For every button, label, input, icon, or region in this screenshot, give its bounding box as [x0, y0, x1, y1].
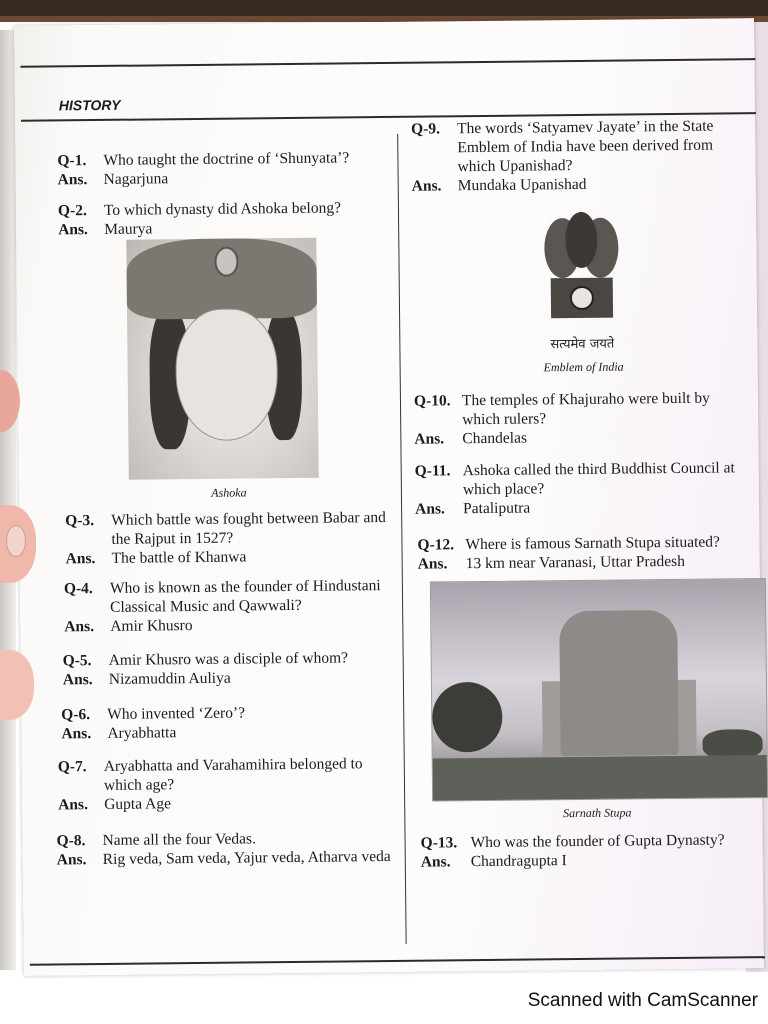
qa-item-5 [63, 648, 393, 689]
question-number: Q-12. [417, 536, 455, 554]
book-page [14, 18, 764, 976]
qa-item-4 [64, 576, 393, 636]
camscanner-watermark: Scanned with CamScanner [527, 990, 758, 1011]
qa-item-3 [65, 508, 392, 568]
qa-item-10 [414, 388, 751, 449]
answer-text: Chandragupta I [470, 852, 567, 871]
question-number: Q-4. [63, 580, 93, 598]
book-spine-edge [0, 30, 16, 970]
question-text: Who was the founder of Gupta Dynasty? [470, 831, 725, 852]
answer-text: Gupta Age [104, 795, 171, 813]
answer-label: Ans. [56, 851, 87, 869]
header-rule-top [20, 58, 755, 68]
ashoka-caption: Ashoka [211, 485, 247, 500]
qa-item-9 [411, 116, 746, 195]
question-number: Q-6. [61, 706, 91, 724]
answer-text: Maurya [104, 220, 153, 238]
face-shape [175, 308, 278, 441]
question-number: Q-13. [420, 834, 458, 852]
question-number: Q-8. [56, 832, 86, 850]
answer-text: Rig veda, Sam veda, Yajur veda, Atharva veda [102, 847, 391, 868]
question-text: The temples of Khajuraho were built by which rulers? [461, 389, 710, 429]
stupa-dome-shape [559, 610, 679, 756]
qa-item-1 [57, 148, 387, 189]
answer-text: Nizamuddin Auliya [108, 669, 231, 688]
question-number: Q-3. [65, 512, 95, 530]
answer-text: Mundaka Upanishad [457, 175, 587, 195]
question-text: Who taught the doctrine of ‘Shunyata’? [103, 149, 350, 169]
ashoka-illustration [126, 238, 319, 480]
footer-rule [30, 956, 765, 966]
question-number: Q-11. [414, 462, 451, 480]
question-number: Q-7. [57, 758, 87, 776]
question-text: Who invented ‘Zero’? [107, 704, 246, 723]
answer-text: The battle of Khanwa [111, 548, 247, 567]
question-number: Q-2. [57, 202, 87, 220]
qa-item-8 [56, 828, 394, 870]
emblem-caption: Emblem of India [543, 359, 624, 375]
answer-label: Ans. [61, 725, 92, 743]
qa-item-12 [417, 532, 751, 573]
answer-label: Ans. [65, 550, 96, 568]
answer-label: Ans. [58, 221, 88, 239]
answer-label: Ans. [58, 796, 89, 814]
question-number: Q-10. [413, 392, 451, 410]
jewel-shape [214, 247, 238, 277]
question-text: To which dynasty did Ashoka belong? [103, 199, 342, 219]
qa-item-13 [421, 830, 761, 872]
lawn-shape [433, 755, 767, 800]
answer-label: Ans. [417, 555, 448, 573]
question-text: Where is famous Sarnath Stupa situated? [465, 533, 720, 554]
answer-text: Pataliputra [463, 499, 531, 518]
question-text: Aryabhatta and Varahamihira belonged to which age? [103, 755, 363, 794]
question-text: Ashoka called the third Buddhist Council at which place? [462, 459, 735, 499]
sarnath-stupa-photo [430, 578, 768, 802]
question-number: Q-1. [57, 152, 87, 170]
question-text: Name all the four Vedas. [102, 830, 257, 849]
answer-text: 13 km near Varanasi, Uttar Pradesh [465, 552, 685, 573]
answer-label: Ans. [415, 500, 445, 518]
qa-item-11 [415, 458, 752, 519]
answer-label: Ans. [414, 430, 445, 448]
tree-shape [432, 682, 503, 753]
state-emblem-illustration [532, 207, 632, 353]
stupa-caption: Sarnath Stupa [563, 805, 632, 821]
section-title: HISTORY [58, 96, 121, 114]
qa-item-6 [61, 702, 393, 743]
answer-label: Ans. [57, 171, 88, 189]
column-divider [397, 134, 406, 944]
question-text: The words ‘Satyamev Jayate’ in the State Emblem of India have been derived from which Upanishad? [457, 117, 714, 176]
answer-text: Chandelas [462, 429, 528, 448]
answer-text: Amir Khusro [110, 617, 193, 635]
answer-label: Ans. [64, 618, 95, 636]
qa-item-2 [58, 198, 388, 239]
answer-label: Ans. [411, 177, 442, 195]
fingernail-shape [6, 525, 26, 557]
question-number: Q-5. [62, 652, 92, 670]
qa-item-7 [58, 754, 395, 815]
question-text: Which battle was fought between Babar and the Rajput in 1527? [111, 509, 386, 548]
answer-label: Ans. [62, 671, 93, 689]
answer-label: Ans. [420, 853, 451, 871]
answer-text: Aryabhatta [107, 724, 177, 742]
question-number: Q-9. [411, 120, 441, 138]
answer-text: Nagarjuna [103, 170, 169, 188]
question-text: Who is known as the founder of Hindustani Classical Music and Qawwali? [109, 577, 381, 616]
dharma-chakra-icon [571, 287, 593, 309]
emblem-motto: सत्यमेव जयते [550, 336, 615, 353]
question-text: Amir Khusro was a disciple of whom? [108, 649, 349, 669]
